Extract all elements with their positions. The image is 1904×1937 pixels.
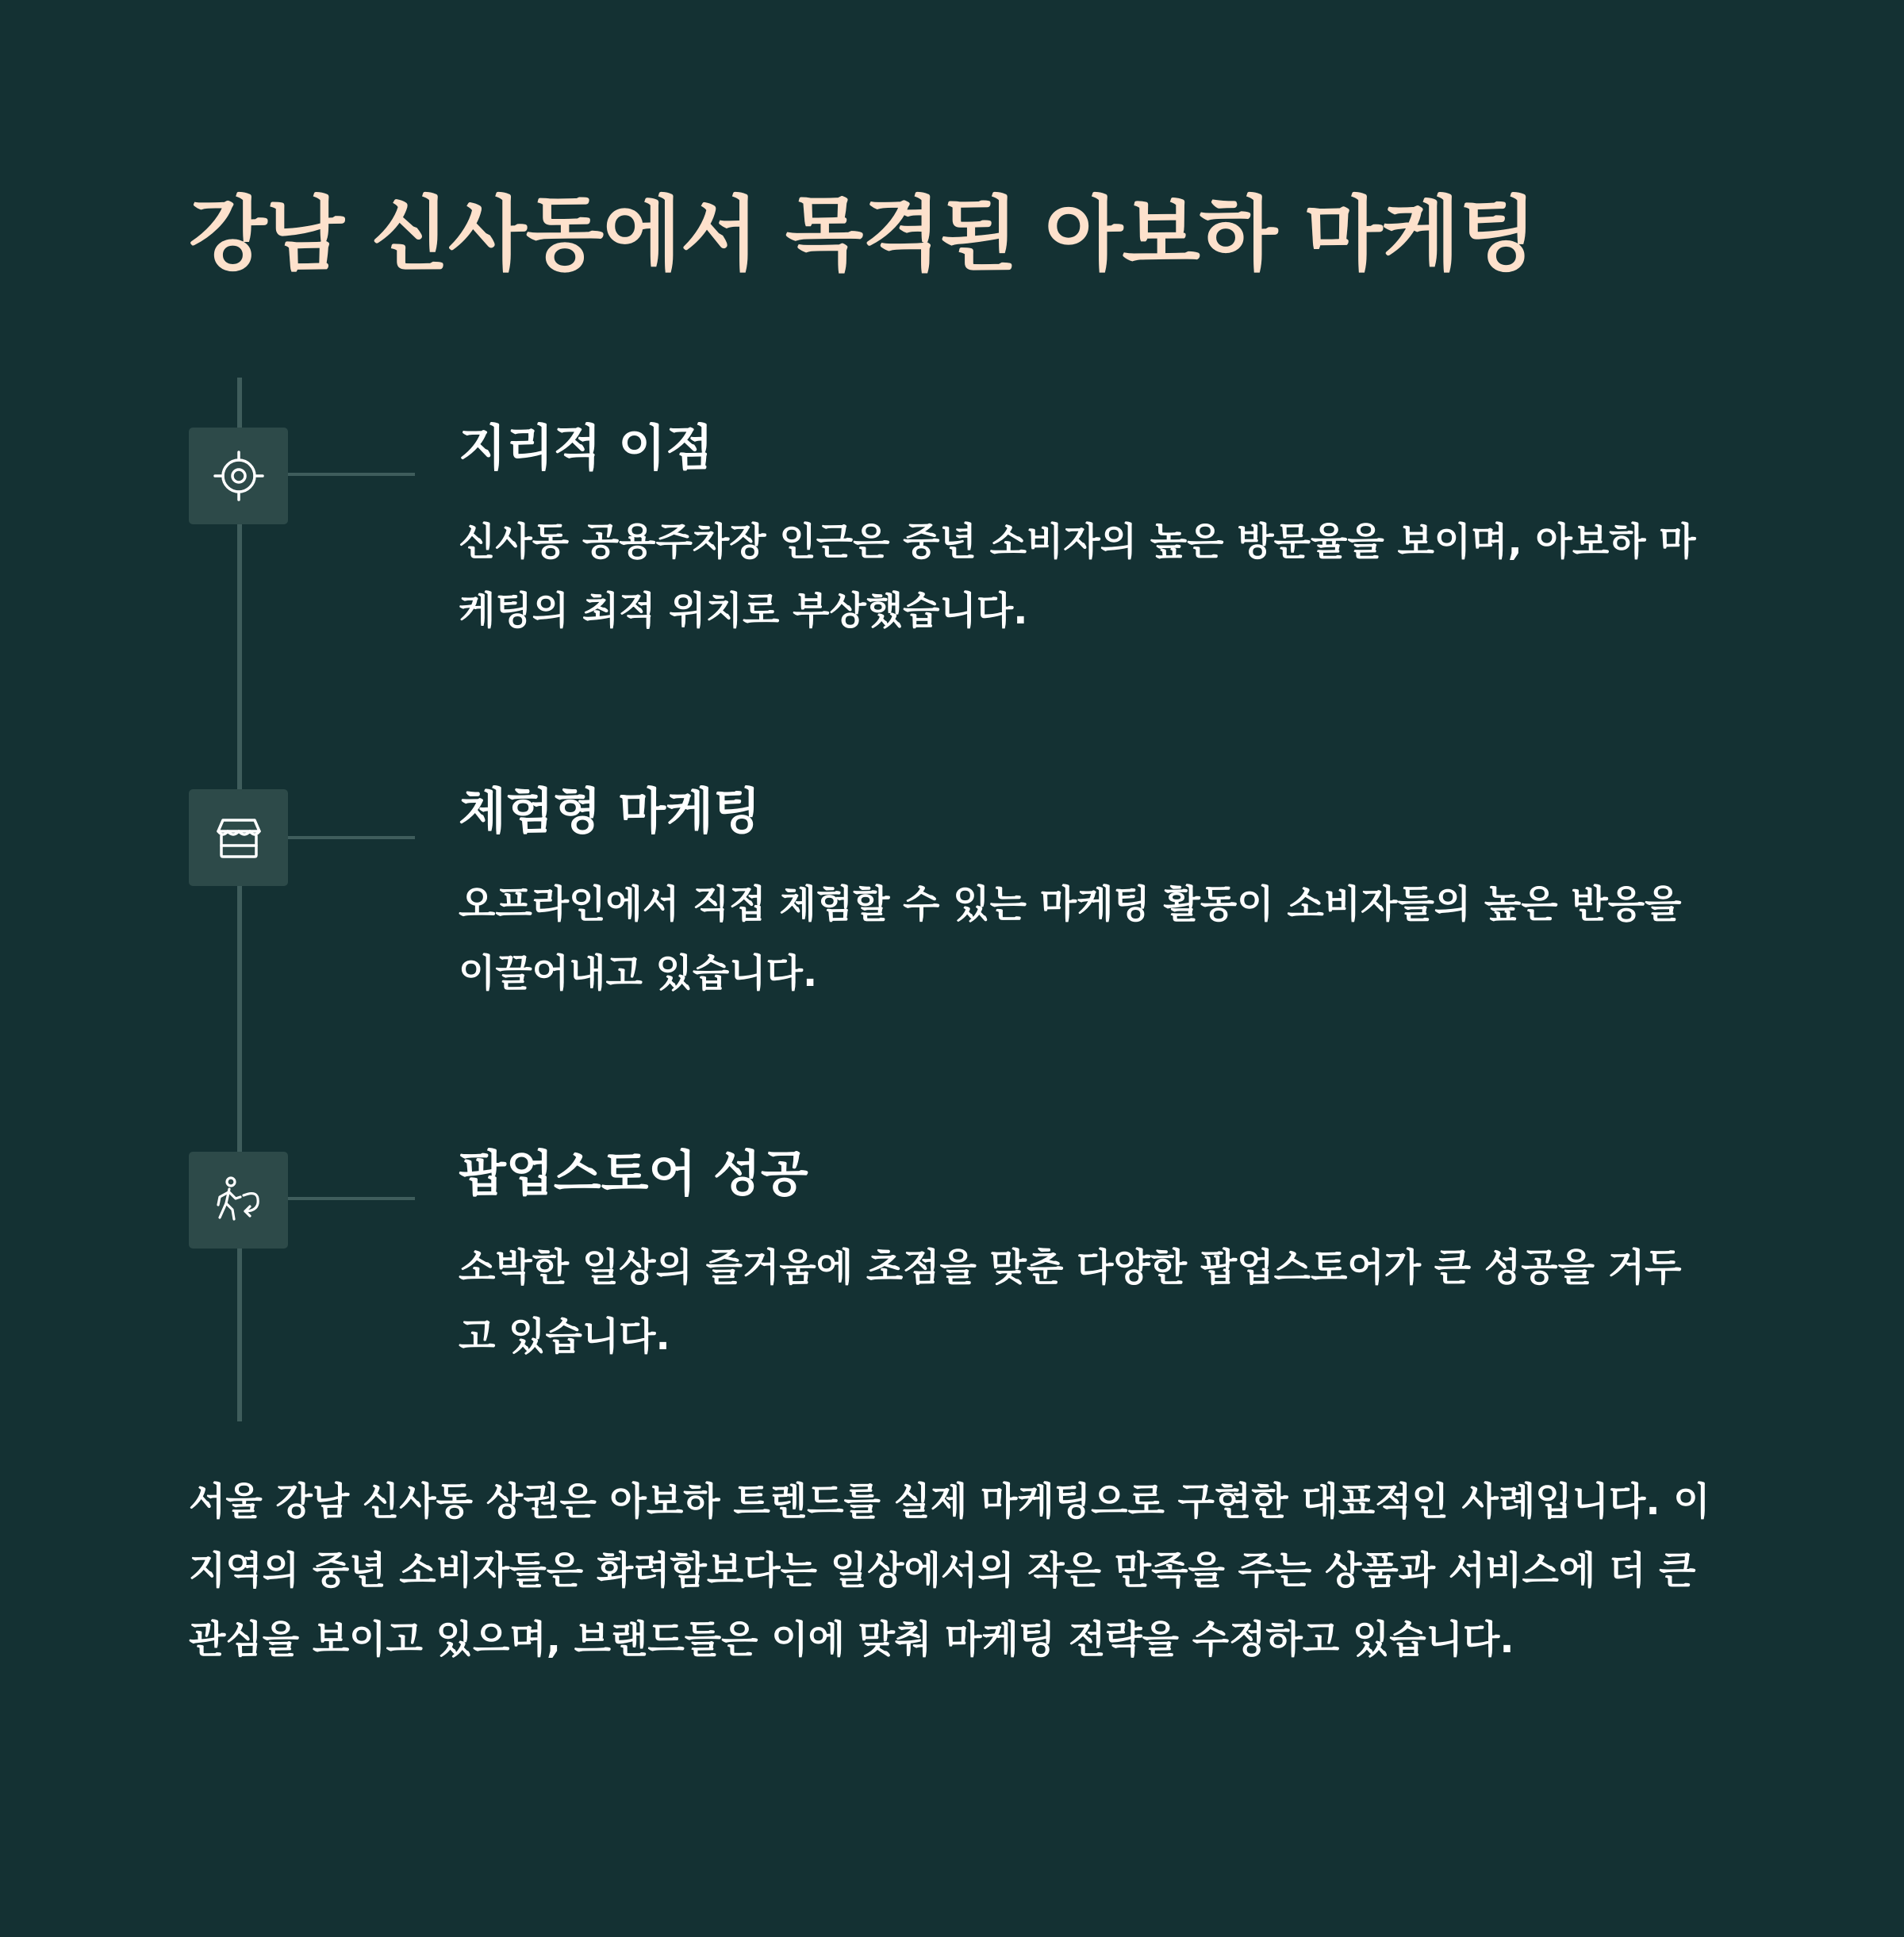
store-icon-box (189, 789, 288, 886)
page-title: 강남 신사동에서 목격된 아보하 마케팅 (189, 188, 1537, 282)
item-title-experiential: 체험형 마케팅 (459, 782, 761, 840)
item-title-geographic: 지리적 이점 (459, 419, 714, 477)
person-walking-return-icon-box (189, 1152, 288, 1249)
store-icon (210, 809, 267, 866)
summary-paragraph: 서울 강남 신사동 상권은 아보하 트렌드를 실제 마케팅으로 구현한 대표적인 사례입니다. 이 지역의 중년 소비자들은 화려함보다는 일상에서의 작은 만족을 주는 상품과 서비스에 더 큰 관심을 보이고 있으며, 브랜드들은 이에 맞춰 마케팅 전략을 수정하고 있습니다. (189, 1479, 1710, 1662)
item-title-popup: 팝업스토어 성공 (459, 1145, 808, 1202)
person-walking-return-icon (210, 1172, 267, 1229)
timeline-line (237, 378, 242, 1421)
connector-2 (288, 836, 415, 839)
item-desc-popup: 소박한 일상의 즐거움에 초점을 맞춘 다양한 팝업스토어가 큰 성공을 거두고 있습니다. (459, 1245, 1682, 1359)
item-desc-geographic: 신사동 공용주차장 인근은 중년 소비자의 높은 방문율을 보이며, 아보하 마케팅의 최적 위치로 부상했습니다. (459, 520, 1696, 633)
target-icon-box (189, 428, 288, 524)
connector-1 (288, 473, 415, 476)
item-desc-experiential: 오프라인에서 직접 체험할 수 있는 마케팅 활동이 소비자들의 높은 반응을 이끌어내고 있습니다. (459, 882, 1682, 995)
connector-3 (288, 1197, 415, 1200)
target-icon (210, 447, 267, 504)
